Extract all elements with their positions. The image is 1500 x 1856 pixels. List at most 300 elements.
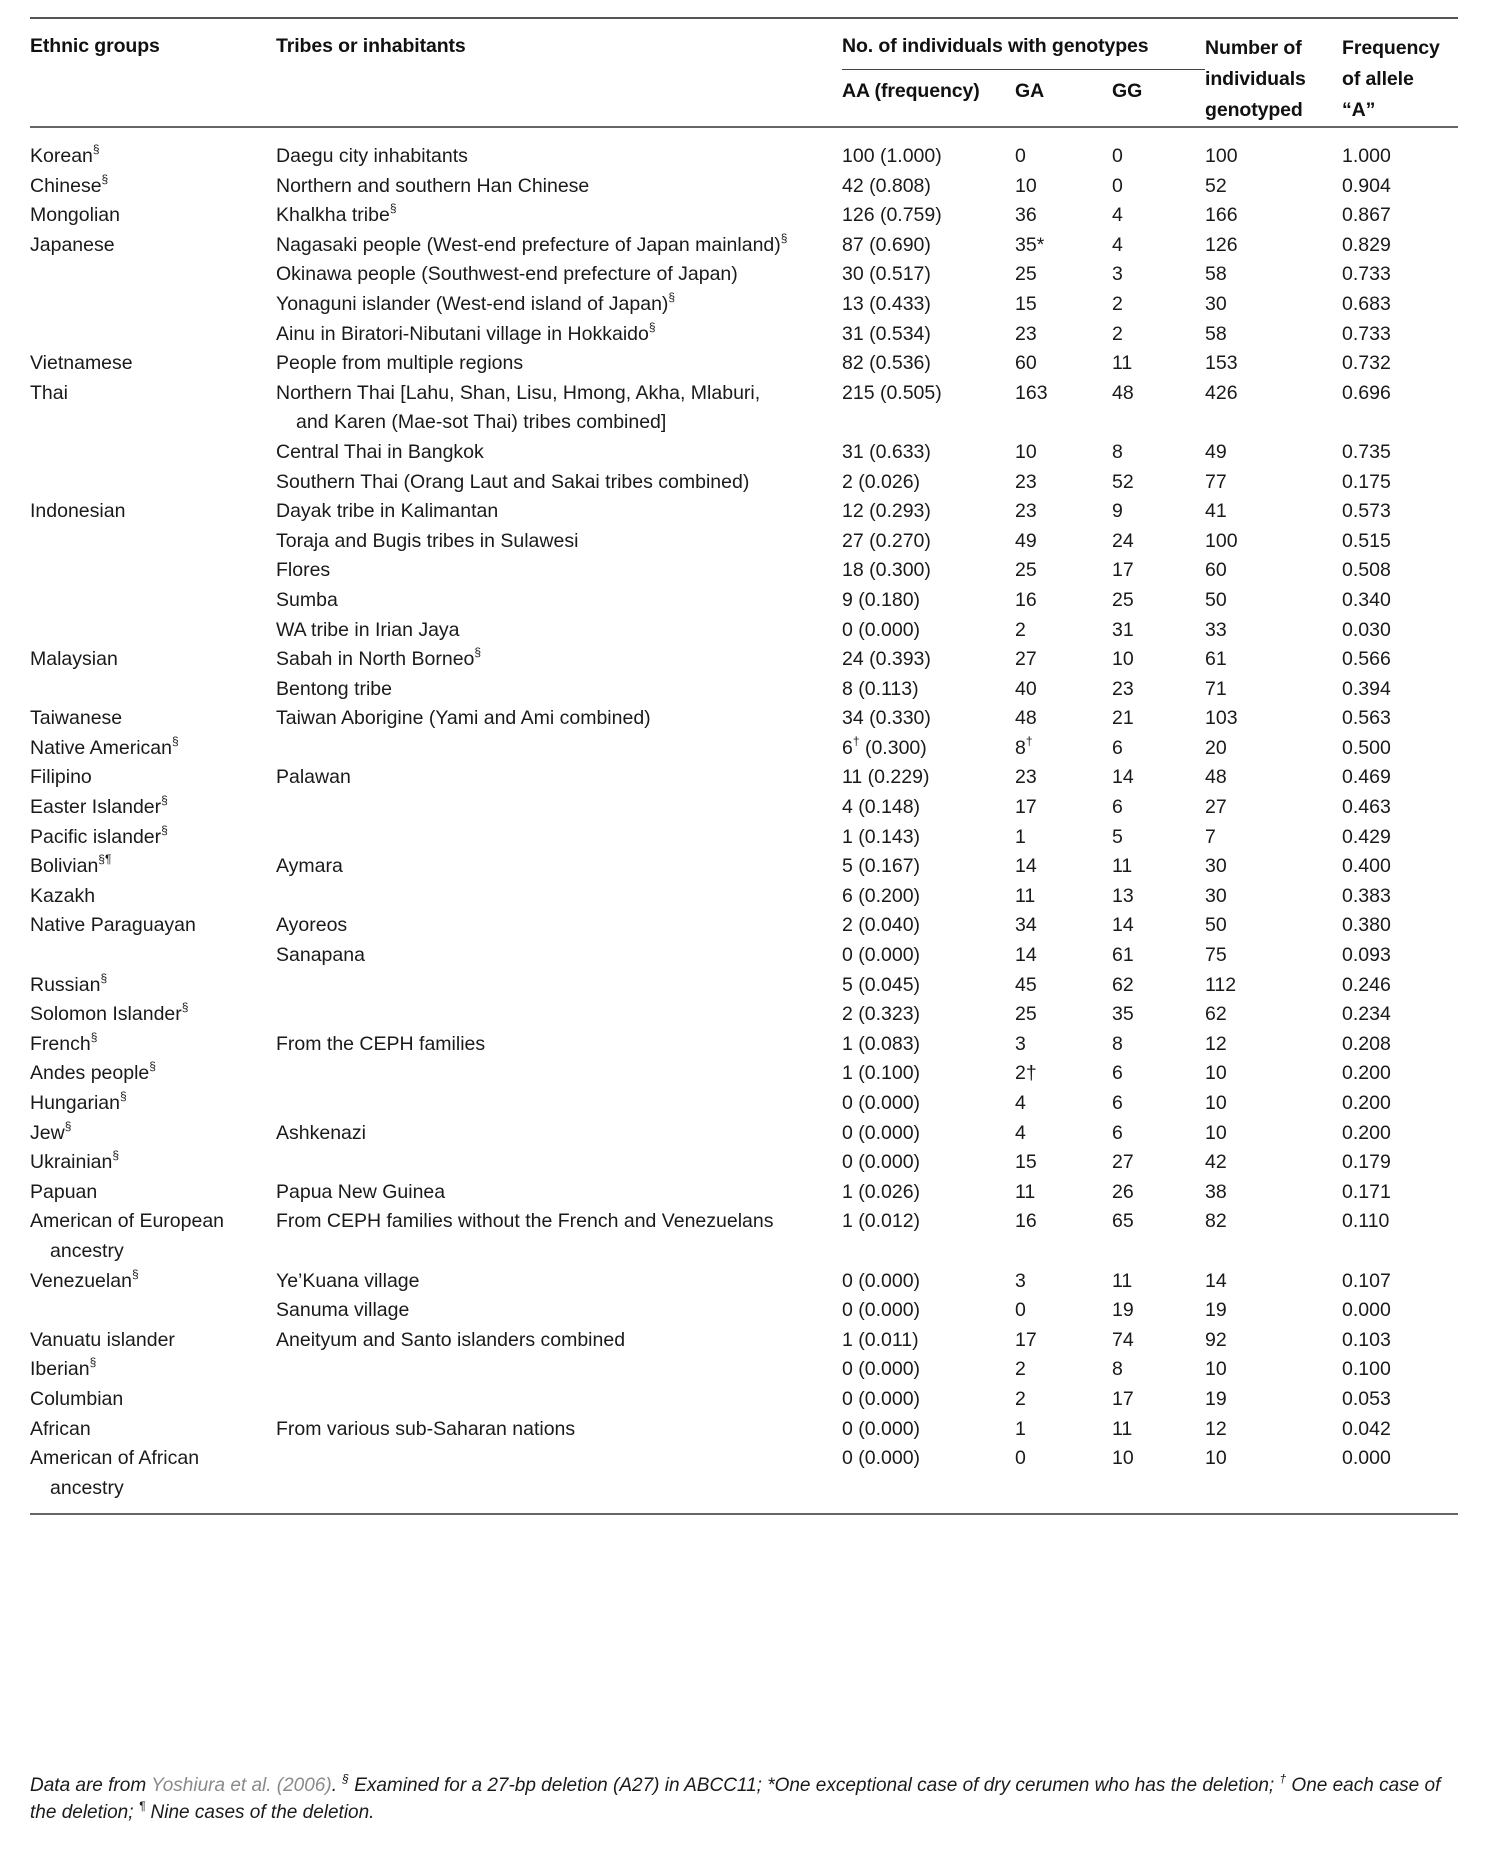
cell-gg: 74	[1112, 1328, 1134, 1351]
ga-value: 2	[1015, 1358, 1026, 1381]
tribe-label: Sanapana	[276, 944, 365, 967]
aa-value: 1 (0.026)	[842, 1180, 921, 1203]
cell-number-genotyped: 58	[1205, 263, 1227, 286]
cell-ethnic-group	[30, 1385, 276, 1415]
cell-tribe	[276, 941, 842, 971]
cell-aa-frequency	[842, 1030, 1015, 1060]
cell-allele-a-frequency: 0.735	[1342, 440, 1391, 463]
cell-aa-frequency	[842, 1178, 1015, 1208]
cell-ga	[1015, 320, 1112, 350]
table-row	[30, 231, 1458, 261]
cell-allele-a-frequency: 0.867	[1342, 204, 1391, 227]
cell-tribe	[276, 438, 842, 468]
table-row	[30, 438, 1458, 468]
cell-allele-a-frequency: 0.733	[1342, 263, 1391, 286]
cell-allele-a-frequency: 0.175	[1342, 470, 1391, 493]
cell-allele-a-frequency: 0.000	[1342, 1444, 1458, 1514]
ethnic-group-label: Hungarian	[30, 1092, 120, 1114]
header-gg: GG	[1112, 69, 1205, 127]
cell-aa-frequency	[842, 1267, 1015, 1297]
cell-aa-frequency	[842, 971, 1015, 1001]
cell-ethnic-group	[30, 1207, 276, 1266]
footnote-dagger-note: One each case of the deletion;	[30, 1775, 1441, 1823]
cell-allele-a-frequency: 0.208	[1342, 1032, 1391, 1055]
tribe-label: From various sub-Saharan nations	[276, 1417, 576, 1440]
cell-tribe	[276, 1030, 842, 1060]
header-allele-frequency	[1342, 18, 1458, 127]
tribe-label: Okinawa people (Southwest-end prefecture of Japan)	[276, 263, 738, 286]
aa-value: 31 (0.633)	[842, 440, 931, 463]
cell-aa-frequency	[842, 1326, 1015, 1356]
tribe-label: Dayak tribe in Kalimantan	[276, 500, 499, 523]
aa-value: 2 (0.026)	[842, 470, 921, 493]
aa-value: 0 (0.000)	[842, 1387, 921, 1410]
cell-number-genotyped: 38	[1205, 1180, 1227, 1203]
ga-value: 8	[1015, 736, 1026, 759]
cell-number-genotyped: 62	[1205, 1003, 1227, 1026]
ga-value: 17	[1015, 796, 1037, 819]
cell-gg: 4	[1112, 204, 1123, 227]
tribe-label: People from multiple regions	[276, 352, 524, 375]
ga-value: 23	[1015, 500, 1037, 523]
cell-gg: 17	[1112, 559, 1134, 582]
tribe-label: Central Thai in Bangkok	[276, 440, 484, 463]
cell-ga	[1015, 616, 1112, 646]
cell-ethnic-group	[30, 1444, 276, 1514]
cell-ethnic-group	[30, 556, 276, 586]
table-row	[30, 882, 1458, 912]
cell-tribe	[276, 1119, 842, 1149]
cell-gg: 21	[1112, 707, 1134, 730]
cell-number-genotyped: 50	[1205, 588, 1227, 611]
cell-aa-frequency	[842, 468, 1015, 498]
ga-value: 25	[1015, 1003, 1037, 1026]
ga-value: 23	[1015, 766, 1037, 789]
ethnic-group-label: French	[30, 1032, 91, 1055]
cell-ethnic-group	[30, 911, 276, 941]
cell-allele-a-frequency: 0.508	[1342, 559, 1391, 582]
cell-ga	[1015, 349, 1112, 379]
ga-value: 60	[1015, 352, 1037, 375]
ga-value: 15	[1015, 1151, 1037, 1174]
cell-ga	[1015, 704, 1112, 734]
aa-value: 31 (0.534)	[842, 322, 931, 345]
cell-number-genotyped: 61	[1205, 648, 1227, 671]
aa-value: 126 (0.759)	[842, 204, 942, 227]
tribe-label: Toraja and Bugis tribes in Sulawesi	[276, 529, 579, 552]
cell-allele-a-frequency: 0.200	[1342, 1121, 1391, 1144]
ga-value: 0	[1015, 1447, 1026, 1470]
cell-ga	[1015, 260, 1112, 290]
cell-allele-a-frequency: 0.500	[1342, 736, 1391, 759]
cell-ethnic-group	[30, 349, 276, 379]
cell-ethnic-group	[30, 438, 276, 468]
cell-gg: 0	[1112, 174, 1123, 197]
header-allele-frequency-line1: Frequency	[1342, 37, 1440, 59]
ethnic-group-label: Andes people	[30, 1062, 150, 1085]
cell-ethnic-group	[30, 1059, 276, 1089]
ethnic-group-label: Papuan	[30, 1180, 98, 1203]
ga-value: 27	[1015, 648, 1037, 671]
ethnic-group-footnote-mark: §	[149, 1059, 156, 1074]
table-header	[30, 18, 1458, 127]
cell-ga	[1015, 1267, 1112, 1297]
cell-ethnic-group	[30, 704, 276, 734]
cell-gg: 27	[1112, 1151, 1134, 1174]
cell-gg: 61	[1112, 944, 1134, 967]
cell-aa-frequency	[842, 1207, 1015, 1266]
ga-value: 4	[1015, 1121, 1026, 1144]
cell-ga	[1015, 1444, 1112, 1514]
aa-frequency-value: (0.300)	[859, 736, 927, 759]
cell-number-genotyped: 126	[1205, 233, 1238, 256]
aa-value: 0 (0.000)	[842, 1151, 921, 1174]
cell-allele-a-frequency: 0.200	[1342, 1092, 1391, 1114]
cell-ethnic-group	[30, 1355, 276, 1385]
cell-tribe	[276, 468, 842, 498]
table-body	[30, 127, 1458, 1514]
ethnic-group-footnote-mark: §	[112, 1148, 120, 1163]
cell-tribe	[276, 882, 842, 912]
cell-ethnic-group	[30, 172, 276, 202]
cell-gg: 14	[1112, 914, 1134, 937]
ethnic-group-label: Native American	[30, 736, 172, 759]
cell-number-genotyped: 103	[1205, 707, 1238, 730]
table-row	[30, 1119, 1458, 1149]
cell-tribe	[276, 675, 842, 705]
table-row	[30, 260, 1458, 290]
cell-number-genotyped: 49	[1205, 440, 1227, 463]
cell-gg: 11	[1112, 1269, 1133, 1292]
tribe-label: Flores	[276, 559, 331, 582]
dagger-symbol: †	[1279, 1772, 1287, 1786]
cell-aa-frequency	[842, 763, 1015, 793]
ga-value: 4	[1015, 1092, 1026, 1114]
footnote-section-note: Examined for a 27-bp deletion (A27) in ABCC11; *One exceptional case of dry cerumen who has the deletion;	[348, 1775, 1280, 1796]
cell-number-genotyped: 12	[1205, 1417, 1227, 1440]
tribe-label: Ayoreos	[276, 914, 348, 937]
cell-ga	[1015, 1000, 1112, 1030]
ethnic-group-label: American of European	[30, 1210, 225, 1233]
cell-number-genotyped: 41	[1205, 500, 1227, 523]
table-row	[30, 704, 1458, 734]
tribe-label: From the CEPH families	[276, 1032, 486, 1055]
cell-ga	[1015, 645, 1112, 675]
cell-number-genotyped: 30	[1205, 855, 1227, 878]
tribe-label: Ashkenazi	[276, 1121, 366, 1144]
cell-number-genotyped: 10	[1205, 1444, 1342, 1514]
ethnic-group-footnote-mark: §	[119, 1089, 127, 1103]
header-ga: GA	[1015, 69, 1112, 127]
cell-tribe	[276, 823, 842, 853]
tribe-label: Daegu city inhabitants	[276, 145, 468, 167]
table-row	[30, 1000, 1458, 1030]
cell-allele-a-frequency: 0.566	[1342, 648, 1391, 671]
cell-tribe	[276, 260, 842, 290]
cell-ga	[1015, 556, 1112, 586]
cell-ga	[1015, 438, 1112, 468]
cell-aa-frequency	[842, 1000, 1015, 1030]
ga-value: 36	[1015, 204, 1037, 227]
cell-allele-a-frequency: 0.463	[1342, 796, 1391, 819]
cell-number-genotyped: 60	[1205, 559, 1227, 582]
cell-ga	[1015, 1178, 1112, 1208]
cell-gg: 10	[1112, 648, 1134, 671]
cell-ethnic-group	[30, 586, 276, 616]
ga-value: 10	[1015, 174, 1037, 197]
cell-ga	[1015, 941, 1112, 971]
cell-gg: 2	[1112, 292, 1123, 315]
cell-number-genotyped: 50	[1205, 914, 1227, 937]
cell-ga	[1015, 852, 1112, 882]
ethnic-group-footnote-mark: §	[100, 970, 108, 985]
table-row	[30, 1059, 1458, 1089]
cell-ethnic-group	[30, 320, 276, 350]
cell-ethnic-group	[30, 527, 276, 557]
genotype-frequency-table	[30, 17, 1458, 1515]
ga-value: 23	[1015, 470, 1037, 493]
cell-ethnic-group	[30, 763, 276, 793]
cell-number-genotyped: 10	[1205, 1092, 1227, 1114]
cell-ethnic-group	[30, 1000, 276, 1030]
ga-value: 1	[1015, 825, 1026, 848]
cell-number-genotyped: 75	[1205, 944, 1227, 967]
tribe-footnote-mark: §	[474, 645, 482, 660]
cell-allele-a-frequency: 0.380	[1342, 914, 1391, 937]
aa-value: 0 (0.000)	[842, 1092, 921, 1114]
cell-gg: 8	[1112, 440, 1123, 463]
cell-ethnic-group	[30, 971, 276, 1001]
cell-number-genotyped: 426	[1205, 381, 1238, 404]
aa-value: 87 (0.690)	[842, 233, 931, 256]
cell-tribe	[276, 201, 842, 231]
cell-aa-frequency	[842, 852, 1015, 882]
aa-value: 12 (0.293)	[842, 500, 931, 523]
cell-ga	[1015, 201, 1112, 231]
ga-value: 23	[1015, 322, 1037, 345]
reference-link[interactable]: Yoshiura et al. (2006)	[151, 1775, 332, 1796]
cell-number-genotyped: 92	[1205, 1328, 1227, 1351]
ethnic-group-footnote-mark: §	[92, 142, 100, 156]
ethnic-group-label: Russian	[30, 973, 101, 996]
ethnic-group-label: Kazakh	[30, 884, 96, 907]
cell-gg: 48	[1112, 381, 1134, 404]
cell-tribe	[276, 1267, 842, 1297]
table-row	[30, 971, 1458, 1001]
ga-value: 163	[1015, 381, 1048, 404]
ethnic-group-label: Korean	[30, 145, 93, 167]
aa-value: 82 (0.536)	[842, 352, 931, 375]
ethnic-group-label: Jew	[30, 1121, 65, 1144]
table-row	[30, 290, 1458, 320]
cell-number-genotyped: 52	[1205, 174, 1227, 197]
ethnic-group-footnote-mark: §	[89, 1355, 97, 1370]
cell-allele-a-frequency: 0.515	[1342, 529, 1391, 552]
table-row	[30, 616, 1458, 646]
ethnic-group-label: Venezuelan	[30, 1269, 132, 1292]
ga-value: 15	[1015, 292, 1037, 315]
cell-number-genotyped: 30	[1205, 884, 1227, 907]
aa-value: 4 (0.148)	[842, 796, 921, 819]
tribe-label: WA tribe in Irian Jaya	[276, 618, 460, 641]
header-number-genotyped-line1: Number of	[1205, 37, 1302, 59]
section-symbol: §	[342, 1772, 349, 1786]
cell-ga	[1015, 468, 1112, 498]
cell-aa-frequency	[842, 645, 1015, 675]
cell-aa-frequency	[842, 231, 1015, 261]
cell-ga	[1015, 1059, 1112, 1089]
cell-number-genotyped: 30	[1205, 292, 1227, 315]
ethnic-group-label: Native Paraguayan	[30, 914, 196, 937]
cell-number-genotyped: 42	[1205, 1151, 1227, 1174]
cell-allele-a-frequency: 0.246	[1342, 973, 1391, 996]
ethnic-group-label-continued: ancestry	[50, 1476, 124, 1499]
cell-ethnic-group	[30, 127, 276, 172]
ethnic-group-label-continued: ancestry	[50, 1239, 124, 1262]
aa-value: 2 (0.323)	[842, 1003, 921, 1026]
cell-gg: 6	[1112, 796, 1123, 819]
cell-tribe	[276, 290, 842, 320]
ethnic-group-label: Japanese	[30, 233, 115, 256]
ga-value: 3	[1015, 1269, 1026, 1292]
cell-allele-a-frequency: 0.733	[1342, 322, 1391, 345]
cell-tribe	[276, 911, 842, 941]
cell-tribe	[276, 231, 842, 261]
ga-value: 11	[1015, 884, 1036, 907]
cell-tribe	[276, 1355, 842, 1385]
table-row	[30, 645, 1458, 675]
cell-ethnic-group	[30, 231, 276, 261]
ga-value: 3	[1015, 1032, 1026, 1055]
cell-ethnic-group	[30, 1326, 276, 1356]
tribe-footnote-mark: §	[389, 201, 397, 216]
cell-tribe	[276, 1148, 842, 1178]
ga-value: 2	[1015, 618, 1026, 641]
ga-value: 16	[1015, 1210, 1037, 1233]
cell-tribe	[276, 586, 842, 616]
aa-value: 0 (0.000)	[842, 944, 921, 967]
cell-number-genotyped: 153	[1205, 352, 1238, 375]
cell-ga	[1015, 734, 1112, 764]
aa-value: 1 (0.143)	[842, 825, 921, 848]
cell-aa-frequency	[842, 349, 1015, 379]
cell-number-genotyped: 12	[1205, 1032, 1227, 1055]
cell-ethnic-group	[30, 468, 276, 498]
cell-tribe	[276, 1089, 842, 1119]
tribe-label: Ainu in Biratori-Nibutani village in Hokkaido	[276, 322, 649, 345]
cell-aa-frequency	[842, 616, 1015, 646]
cell-gg: 6	[1112, 736, 1123, 759]
tribe-label: Sabah in North Borneo	[276, 648, 475, 671]
cell-number-genotyped: 7	[1205, 825, 1216, 848]
cell-ethnic-group	[30, 201, 276, 231]
cell-number-genotyped: 112	[1205, 973, 1237, 996]
aa-value: 0 (0.000)	[842, 1269, 921, 1292]
tribe-label: Aymara	[276, 855, 343, 878]
ga-value: 16	[1015, 588, 1037, 611]
aa-value: 215 (0.505)	[842, 381, 942, 404]
tribe-label: Sanuma village	[276, 1299, 410, 1322]
cell-gg: 8	[1112, 1032, 1123, 1055]
footnote-pilcrow-note: Nine cases of the deletion.	[145, 1802, 375, 1823]
ethnic-group-label: Mongolian	[30, 204, 120, 227]
ethnic-group-label: African	[30, 1417, 91, 1440]
ethnic-group-footnote-mark: §	[161, 822, 168, 837]
cell-number-genotyped: 100	[1205, 529, 1238, 552]
cell-gg: 62	[1112, 973, 1134, 996]
tribe-label: From CEPH families without the French and Venezuelans	[276, 1210, 774, 1233]
cell-allele-a-frequency: 0.829	[1342, 233, 1391, 256]
aa-value: 30 (0.517)	[842, 263, 931, 286]
cell-gg: 52	[1112, 470, 1134, 493]
tribe-label: Bentong tribe	[276, 677, 393, 700]
cell-gg: 14	[1112, 766, 1134, 789]
cell-ethnic-group	[30, 1148, 276, 1178]
aa-value: 0 (0.000)	[842, 1299, 921, 1322]
cell-aa-frequency	[842, 941, 1015, 971]
table-row	[30, 1296, 1458, 1326]
cell-tribe	[276, 127, 842, 172]
cell-ethnic-group	[30, 675, 276, 705]
cell-tribe	[276, 527, 842, 557]
cell-tribe	[276, 1059, 842, 1089]
cell-gg: 0	[1112, 145, 1123, 167]
cell-aa-frequency	[842, 911, 1015, 941]
aa-value: 8 (0.113)	[842, 677, 919, 700]
cell-allele-a-frequency: 0.429	[1342, 825, 1391, 848]
cell-ga	[1015, 763, 1112, 793]
cell-ethnic-group	[30, 823, 276, 853]
ga-value: 11	[1015, 1180, 1036, 1203]
ethnic-group-footnote-mark: §	[171, 733, 179, 748]
cell-ethnic-group	[30, 941, 276, 971]
cell-tribe	[276, 1444, 842, 1514]
table-row	[30, 793, 1458, 823]
tribe-footnote-mark: §	[668, 289, 676, 304]
cell-number-genotyped: 77	[1205, 470, 1227, 493]
cell-ga	[1015, 1355, 1112, 1385]
header-genotypes-group: No. of individuals with genotypes	[842, 18, 1205, 69]
header-aa: AA (frequency)	[842, 69, 1015, 127]
cell-number-genotyped: 10	[1205, 1358, 1227, 1381]
ethnic-group-footnote-mark: §	[161, 793, 168, 808]
table-row	[30, 823, 1458, 853]
cell-gg: 2	[1112, 322, 1123, 345]
cell-allele-a-frequency: 0.234	[1342, 1003, 1391, 1026]
cell-number-genotyped: 100	[1205, 145, 1238, 167]
header-number-genotyped-line2: individuals	[1205, 68, 1306, 90]
aa-value: 24 (0.393)	[842, 648, 931, 671]
cell-ga	[1015, 1326, 1112, 1356]
cell-ethnic-group	[30, 1267, 276, 1297]
genotype-table-container	[30, 17, 1458, 1515]
cell-gg: 17	[1112, 1387, 1134, 1410]
table-row	[30, 1030, 1458, 1060]
cell-aa-frequency	[842, 1089, 1015, 1119]
ga-value: 0	[1015, 1299, 1026, 1322]
cell-allele-a-frequency: 0.093	[1342, 944, 1391, 967]
cell-gg: 26	[1112, 1180, 1134, 1203]
cell-number-genotyped: 58	[1205, 322, 1227, 345]
table-row	[30, 1267, 1458, 1297]
cell-tribe	[276, 1000, 842, 1030]
ga-value: 40	[1015, 677, 1037, 700]
cell-aa-frequency	[842, 127, 1015, 172]
ga-value: 2	[1015, 1387, 1026, 1410]
cell-tribe	[276, 556, 842, 586]
table-row	[30, 852, 1458, 882]
cell-allele-a-frequency: 0.394	[1342, 677, 1391, 700]
